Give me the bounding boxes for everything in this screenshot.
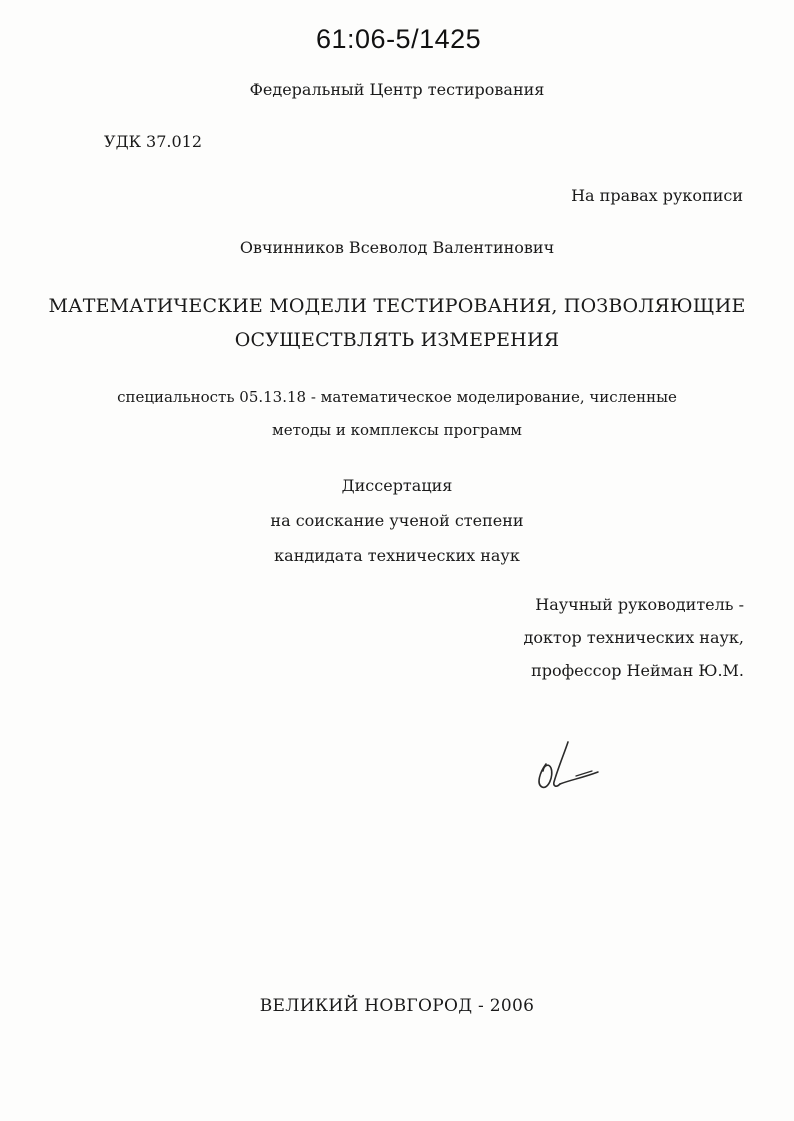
supervisor-degree: доктор технических наук, — [523, 628, 744, 647]
specialty-line-1: специальность 05.13.18 - математическое моделирование, численные — [117, 388, 677, 406]
signature-icon — [530, 738, 610, 808]
specialty — [0, 381, 794, 447]
thesis-title-line-1: МАТЕМАТИЧЕСКИЕ МОДЕЛИ ТЕСТИРОВАНИЯ, ПОЗВОЛЯЮЩИЕ — [48, 295, 746, 317]
udk-code: УДК 37.012 — [104, 132, 203, 151]
work-degree: кандидата технических наук — [274, 546, 520, 565]
supervisor-name: профессор Нейман Ю.М. — [531, 661, 744, 680]
specialty-line-2: методы и комплексы программ — [272, 421, 522, 439]
supervisor-block — [524, 588, 744, 687]
thesis-title-line-2: ОСУЩЕСТВЛЯТЬ ИЗМЕРЕНИЯ — [234, 329, 560, 351]
thesis-title — [0, 289, 794, 357]
organization-name: Федеральный Центр тестирования — [249, 80, 545, 99]
archive-code: 61:06-5/1425 — [316, 24, 482, 54]
rights-notice: На правах рукописи — [571, 186, 743, 205]
author-name: Овчинников Всеволод Валентинович — [239, 238, 555, 257]
place-and-year: ВЕЛИКИЙ НОВГОРОД - 2006 — [259, 996, 535, 1016]
work-purpose: на соискание ученой степени — [270, 511, 524, 530]
work-type: Диссертация — [341, 476, 453, 495]
work-description — [0, 468, 794, 573]
supervisor-role: Научный руководитель - — [535, 595, 744, 614]
